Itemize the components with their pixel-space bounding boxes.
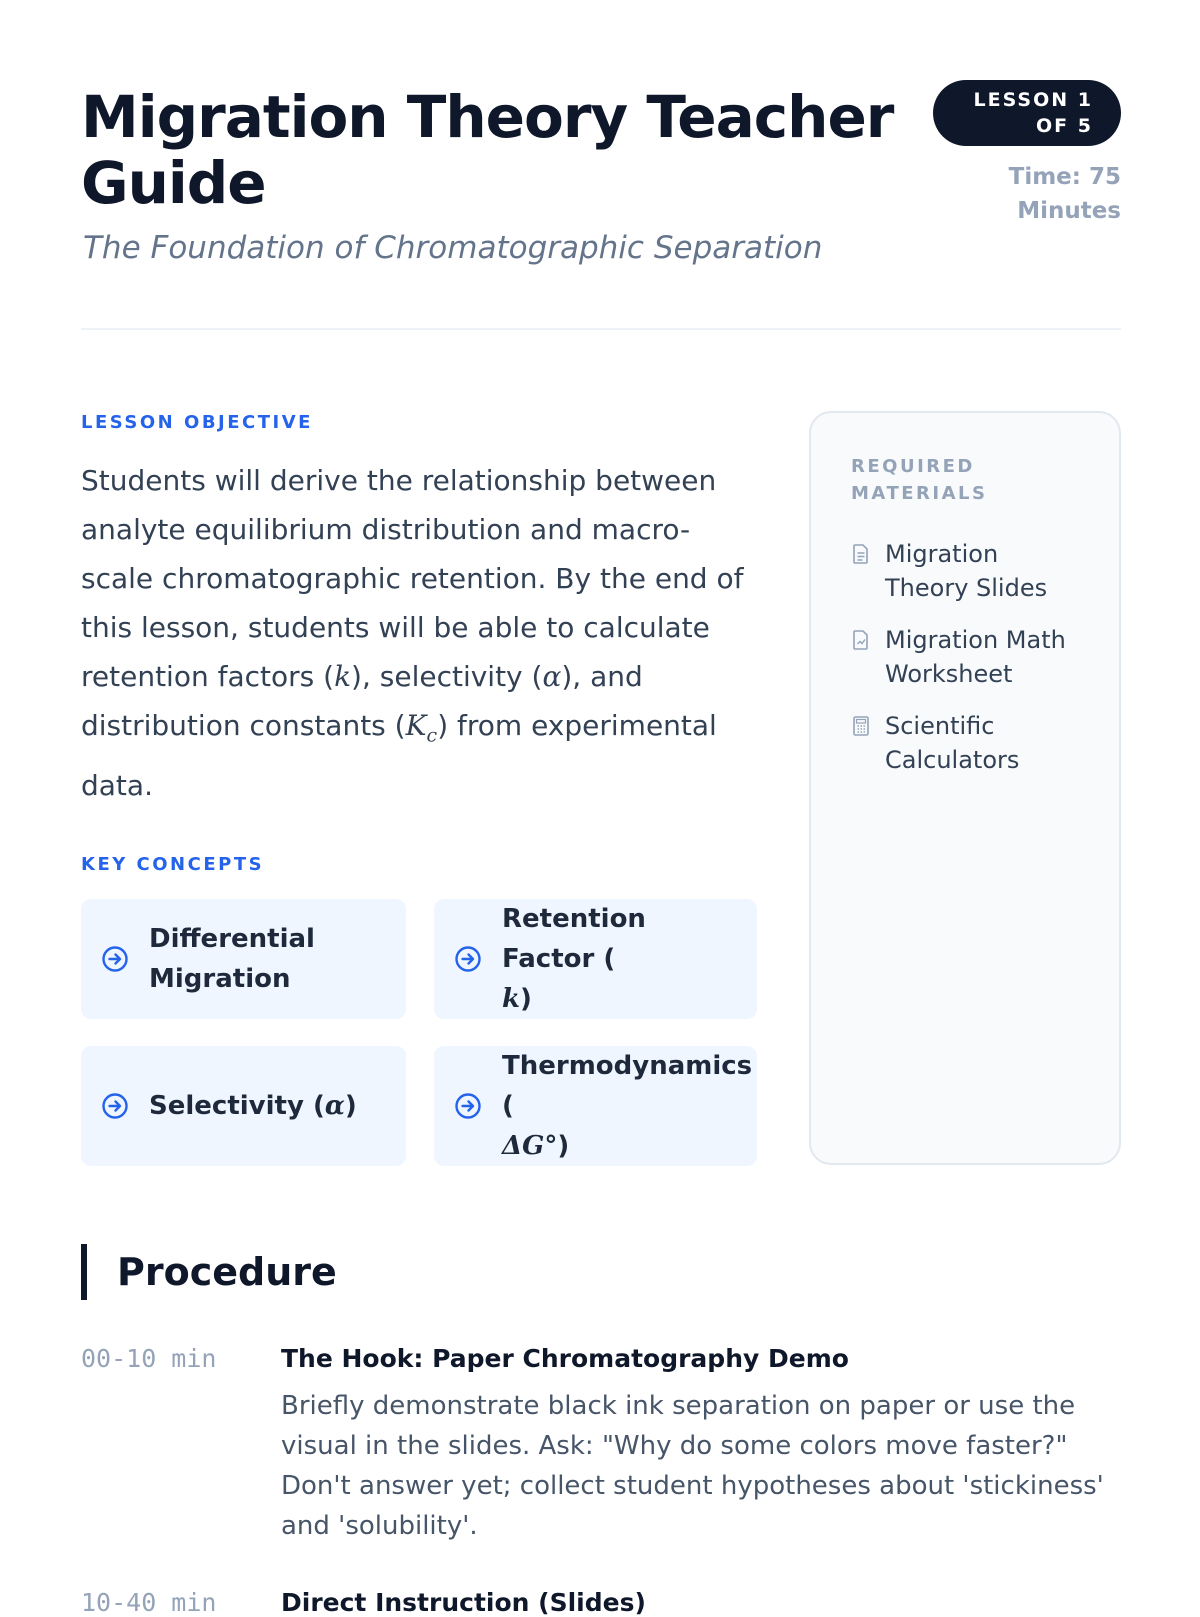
concept-label: Retention Factor ( k) [502, 904, 646, 1014]
procedure-step-title: The Hook: Paper Chromatography Demo [281, 1344, 849, 1373]
procedure-step-title: Direct Instruction (Slides) [281, 1588, 646, 1617]
material-item [851, 623, 1083, 691]
math-kc: $K_c$ [405, 709, 438, 747]
procedure-step-description: Briefly demonstrate black ink separation on paper or use the visual in the slides. Ask: "Why do some colors move faster?" Don't answer yet; collect student hypotheses about 'stickiness' and 'solubility'. [281, 1391, 1104, 1541]
concept-card-selectivity [81, 1046, 406, 1166]
material-item [851, 709, 1083, 777]
arrow-circle-right-icon [454, 1092, 482, 1120]
procedure-step-time: 00-10 min [81, 1344, 217, 1373]
concept-label: Thermodynamics ( ΔG°) [502, 1051, 753, 1161]
calculator-icon [851, 715, 871, 737]
document-icon [851, 543, 871, 565]
concept-card-differential-migration [81, 899, 406, 1019]
concept-label: Selectivity (α) [149, 1091, 357, 1121]
arrow-circle-right-icon [101, 945, 129, 973]
required-materials-panel [809, 411, 1121, 1165]
lesson-badge: LESSON 1 OF 5 [933, 80, 1121, 146]
math-alpha: α [542, 660, 562, 693]
material-label: Migration Math Worksheet [885, 626, 1066, 688]
procedure-step-time: 10-40 min [81, 1588, 217, 1617]
worksheet-icon [851, 629, 871, 651]
key-concepts-heading: KEY CONCEPTS [81, 854, 265, 875]
lesson-objective-heading: LESSON OBJECTIVE [81, 412, 313, 433]
procedure-heading: Procedure [81, 1244, 337, 1300]
teacher-guide-page [81, 0, 1121, 1617]
arrow-circle-right-icon [101, 1092, 129, 1120]
material-item [851, 537, 1083, 605]
required-materials-heading: REQUIRED MATERIALS [851, 456, 988, 504]
page-subtitle: The Foundation of Chromatographic Separation [83, 230, 823, 266]
concept-label: Differential Migration [149, 924, 315, 994]
material-label: Scientific Calculators [885, 712, 1020, 774]
page-title: Migration Theory Teacher Guide [81, 83, 894, 217]
page-header [81, 80, 1121, 330]
math-k: k [334, 660, 352, 693]
arrow-circle-right-icon [454, 945, 482, 973]
concept-card-retention-factor [434, 899, 757, 1019]
concept-card-thermodynamics [434, 1046, 757, 1166]
material-label: Migration Theory Slides [885, 540, 1048, 602]
lesson-duration: Time: 75 Minutes [1008, 164, 1121, 224]
lesson-objective-text: Students will derive the relationship between analyte equilibrium distribution and macro-scale chromatographic retention. By the end of this lesson, students will be able to calculate retention factors (k), selectivity (α), and distribution constants $(K_c)$ from experimental data. [81, 464, 744, 802]
